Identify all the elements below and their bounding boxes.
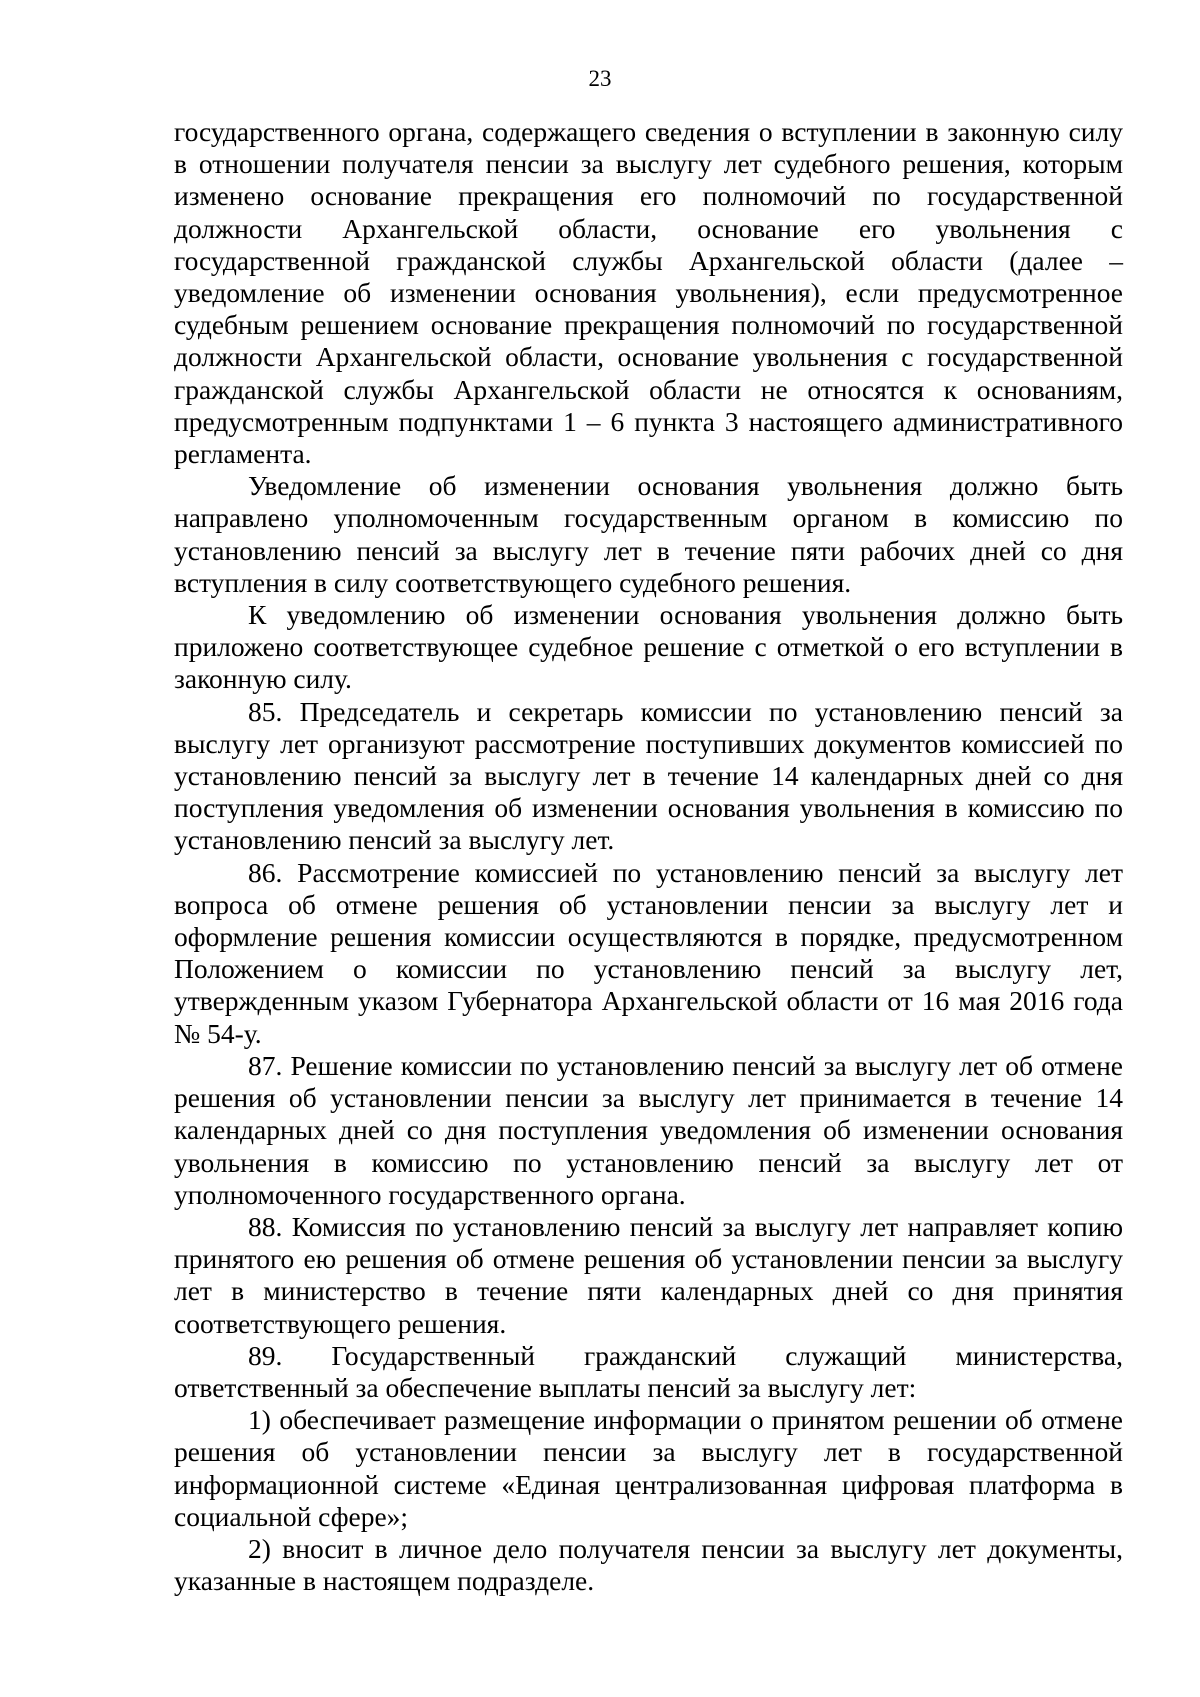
paragraph-notice-attachment: [174, 599, 1123, 696]
clause-text: Государственный гражданский служащий министерства, ответственный за обеспечение выплаты пенсий за выслугу лет:: [174, 1339, 1124, 1403]
clause-number: 85.: [248, 695, 283, 727]
clause-text: Комиссия по установлению пенсий за выслугу лет направляет копию принятого ею решения об отмене решения об установлении пенсии за выслугу лет в министерство в течение пяти календарных дней со дня принятия соответствующего решения.: [174, 1210, 1123, 1339]
clause-number: 86.: [248, 856, 283, 888]
clause-number: 88.: [248, 1210, 283, 1242]
clause-number: 87.: [248, 1049, 283, 1081]
clause-text: Решение комиссии по установлению пенсий за выслугу лет об отмене решения об установлении пенсии за выслугу лет принимается в течение 14 календарных дней со дня поступления уведомления об изменении основания увольнения в комиссию по установлению пенсий за выслугу лет от уполномоченного государственного органа.: [174, 1049, 1124, 1210]
document-body: [174, 116, 1123, 1597]
paragraph-continuation: [174, 116, 1123, 470]
paragraph-notice-deadline: [174, 470, 1123, 599]
clause-text: Рассмотрение комиссией по установлению пенсий за выслугу лет вопроса об отмене решения об установлении пенсии за выслугу лет и оформление решения комиссии осуществляются в порядке, предусмотренном Положением о комиссии по установлению пенсий за выслугу лет, утвержденным указом Губернатора Архангельской области от 16 мая 2016 года № 54-у.: [174, 856, 1124, 1049]
clause-86: [174, 857, 1123, 1050]
clause-88: [174, 1211, 1123, 1340]
subclause-text: обеспечивает размещение информации о принятом решении об отмене решения об установлении пенсии за выслугу лет в государственной информационной системе «Единая централизованная цифровая платформа в социальной сфере»;: [174, 1404, 1124, 1532]
subclause-number: 1): [248, 1404, 271, 1436]
paragraph-text: Уведомление об изменении основания увольнения должно быть направлено уполномоченным государственным органом в комиссию по установлению пенсий за выслугу лет в течение пяти рабочих дней со дня вступления в силу соответствующего судебного решения.: [174, 470, 1123, 598]
clause-number: 89.: [248, 1339, 283, 1371]
subclause-text: вносит в личное дело получателя пенсии за выслугу лет документы, указанные в настоящем подразделе.: [174, 1532, 1123, 1597]
subclause-1: [174, 1404, 1123, 1533]
paragraph-text: государственного органа, содержащего сведения о вступлении в законную силу в отношении получателя пенсии за выслугу лет судебного решения, которым изменено основание прекращения его полномочий по государственной должности Архангельской области, основание его увольнения с государственной гражданской службы Архангельской области (далее – уведомление об изменении основания увольнения), если предусмотренное судебным решением основание прекращения полномочий по государственной должности Архангельской области, основание увольнения с государственной гражданской службы Архангельской области не относятся к основаниям, предусмотренным подпунктами 1 – 6 пункта 3 настоящего административного регламента.: [174, 116, 1123, 470]
subclause-2: [174, 1533, 1123, 1597]
paragraph-text: К уведомлению об изменении основания увольнения должно быть приложено соответствующее судебное решение с отметкой о его вступлении в законную силу.: [174, 599, 1123, 695]
clause-87: [174, 1050, 1123, 1211]
clause-85: [174, 696, 1123, 857]
clause-89: [174, 1340, 1123, 1404]
subclause-number: 2): [248, 1532, 271, 1564]
page-number: 23: [588, 66, 612, 91]
clause-text: Председатель и секретарь комиссии по установлению пенсий за выслугу лет организуют рассмотрение поступивших документов комиссией по установлению пенсий за выслугу лет в течение 14 календарных дней со дня поступления уведомления об изменении основания увольнения в комиссию по установлению пенсий за выслугу лет.: [174, 695, 1123, 856]
